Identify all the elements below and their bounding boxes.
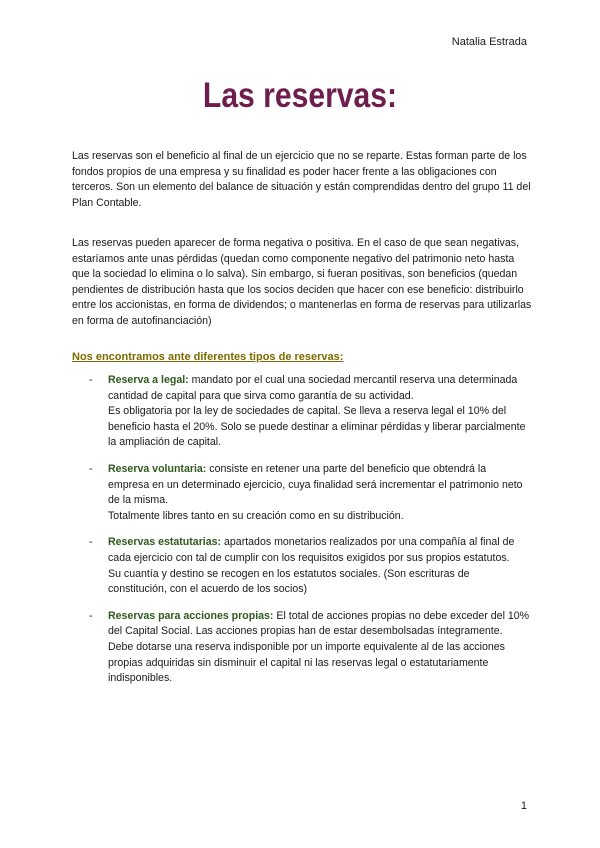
list-item-voluntaria — [0, 462, 600, 524]
page-number: 1 — [520, 800, 527, 812]
section-heading: Nos encontramos ante diferentes tipos de reservas: — [72, 351, 344, 363]
list-item-term: Reservas estatutarias: — [108, 536, 222, 549]
list-item-term: Reserva voluntaria: — [108, 462, 207, 475]
list-item-extra: Su cuantía y destino se recogen en los estatutos sociales. (Son escrituras de constitución, con el acuerdo de los socios) — [108, 567, 470, 596]
reserve-types-list — [0, 373, 600, 698]
list-item-legal — [0, 373, 600, 451]
page-title: Las reservas: — [202, 76, 398, 115]
list-item-term: Reservas para acciones propias: — [108, 609, 274, 622]
list-item-text: El total de acciones propias no debe exceder del 10% del Capital Social. Las acciones propias han de estar desembolsadas íntegramente. Debe dotarse una reserva indisponible por un importe equivalente al de las acciones propias adquiridas sin disminuir el capital ni las reservas legal o estatutariamente indisponibles. — [108, 609, 530, 685]
list-bullet: - — [89, 462, 93, 475]
list-item-estatutarias — [0, 535, 600, 597]
list-item-extra: Es obligatoria por la ley de sociedades de capital. Se lleva a reserva legal el 10% del beneficio hasta el 20%. Solo se puede destinar a eliminar pérdidas y liberar parcialmente la ampliación de capital. — [108, 405, 526, 449]
intro-paragraph: Las reservas son el beneficio al final de un ejercicio que no se reparte. Estas forman parte de los fondos propios de una empresa y su finalidad es poder hacer frente a las obligaciones con terceros. Son un elemento del balance de situación y están comprendidas dentro del grupo 11 del Plan Contable. — [72, 150, 531, 209]
list-item-acciones-propias — [0, 609, 600, 687]
header-author: Natalia Estrada — [451, 36, 527, 48]
list-item-text: consiste en retener una parte del beneficio que obtendrá la empresa en un determinado ejercicio, cuya finalidad será incrementar el patrimonio neto de la misma. — [108, 462, 523, 507]
list-bullet: - — [89, 374, 93, 386]
list-item-text: mandato por el cual una sociedad mercantil reserva una determinada cantidad de capital para que sirva como garantía de su actividad. — [108, 374, 518, 402]
list-item-text: apartados monetarios realizados por una compañía al final de cada ejercicio con tal de cumplir con los requisitos exigidos por sus propios estatutos. — [108, 536, 515, 564]
list-item-extra: Totalmente libres tanto en su creación como en su distribución. — [108, 509, 404, 522]
list-item-term: Reserva a legal: — [108, 374, 189, 386]
list-bullet: - — [89, 536, 93, 549]
sign-paragraph: Las reservas pueden aparecer de forma negativa o positiva. En el caso de que sean negativas, estaríamos ante unas pérdidas (quedan como componente negativo del patrimonio neto hasta que la sociedad lo elimina o lo salva). Sin embargo, si fueran positivas, son beneficios (quedan pendientes de distribución hasta que los socios deciden que hacer con ese beneficio: distribuirlo entre los accionistas, en forma de dividendos; o mantenerlas en forma de reservas para utilizarlas en forma de autofinanciación) — [72, 237, 532, 327]
list-bullet: - — [89, 609, 93, 622]
